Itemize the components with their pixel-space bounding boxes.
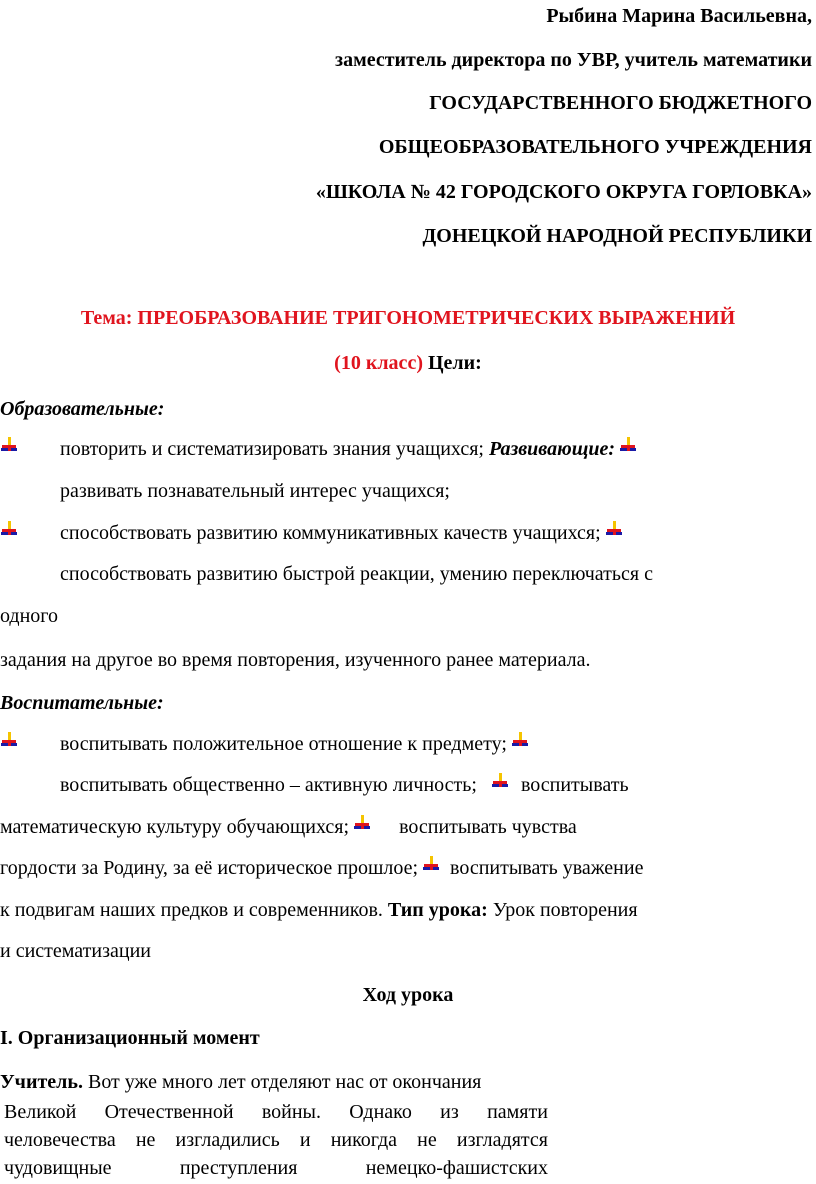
upbringing-item-5b: к подвигам наших предков и современников. [0, 899, 383, 921]
educational-item-4a: способствовать развитию быстрой реакции, умению переключаться с [60, 563, 653, 585]
upbringing-item-3 [0, 815, 577, 839]
upbringing-heading: Воспитательные: [0, 692, 164, 714]
author-name: Рыбина Марина Васильевна, [546, 5, 812, 27]
word: Великой [4, 1101, 77, 1123]
upbringing-item-4a: воспитывать чувства [399, 816, 577, 838]
upbringing-item-2 [60, 773, 629, 797]
educational-item-4b: одного [0, 605, 59, 627]
educational-item-3-label: способствовать развитию коммуникативных качеств учащихся; [60, 522, 601, 544]
word: немецко-фашистских [365, 1157, 548, 1179]
educational-item-3-marker [0, 521, 24, 545]
upbringing-item-1-label: воспитывать положительное отношение к предмету; [60, 733, 507, 755]
paragraph-line-3 [4, 1128, 548, 1152]
lesson-type-label: Тип урока: [387, 899, 488, 921]
word: Однако [349, 1101, 412, 1123]
topic-grade-line [0, 351, 816, 375]
word: чудовищные [4, 1157, 112, 1179]
educational-item-1 [0, 437, 24, 461]
upbringing-item-3b: математическую культуру обучающихся; [0, 816, 350, 838]
lesson-type-value-cont: и систематизации [0, 940, 151, 962]
paragraph-line-4 [4, 1156, 548, 1180]
org-line-3: «ШКОЛА № 42 ГОРОДСКОГО ОКРУГА ГОРЛОВКА» [315, 181, 812, 203]
bullet-marker-icon [353, 815, 371, 835]
topic-grade: (10 класс) [334, 352, 423, 374]
educational-item-3 [60, 521, 629, 545]
bullet-marker-icon [491, 773, 509, 793]
org-line-1: ГОСУДАРСТВЕННОГО БЮДЖЕТНОГО [429, 92, 812, 114]
lesson-type-value: Урок повторения [492, 899, 638, 921]
word: не [135, 1129, 156, 1151]
bullet-marker-icon [511, 732, 529, 752]
upbringing-item-1-marker [0, 732, 24, 756]
author-position: заместитель директора по УВР, учитель математики [335, 49, 812, 71]
goals-label: Цели: [427, 352, 482, 374]
educational-item-4c: задания на другое во время повторения, изученного ранее материала. [0, 649, 591, 671]
word: никогда [330, 1129, 398, 1151]
educational-heading: Образовательные: [0, 398, 165, 420]
bullet-marker-icon [0, 437, 18, 457]
org-line-4: ДОНЕЦКОЙ НАРОДНОЙ РЕСПУБЛИКИ [422, 225, 812, 247]
upbringing-item-4b: гордости за Родину, за её историческое прошлое; [0, 857, 419, 879]
upbringing-item-1 [60, 732, 535, 756]
educational-item-1-text [60, 437, 643, 461]
bullet-marker-icon [619, 437, 637, 457]
educational-item-2: развивать познавательный интерес учащихся; [60, 480, 450, 502]
upbringing-item-5a: воспитывать уважение [450, 857, 644, 879]
paragraph-line-1-text: Вот уже много лет отделяют нас от окончания [87, 1071, 482, 1093]
upbringing-item-3a: воспитывать [520, 774, 629, 796]
lesson-heading: Ход урока [362, 984, 454, 1006]
word: и [299, 1129, 311, 1151]
section-heading-1: I. Организационный момент [0, 1027, 260, 1049]
word: изгладятся [456, 1129, 548, 1151]
upbringing-item-5 [0, 898, 638, 922]
bullet-marker-icon [422, 856, 440, 876]
word: из [440, 1101, 459, 1123]
word: Отечественной [104, 1101, 234, 1123]
word: памяти [487, 1101, 548, 1123]
paragraph-line-1 [0, 1070, 481, 1094]
org-line-2: ОБЩЕОБРАЗОВАТЕЛЬНОГО УЧРЕЖДЕНИЯ [378, 136, 812, 158]
upbringing-item-2-label: воспитывать общественно – активную личность; [60, 774, 477, 796]
bullet-marker-icon [0, 521, 18, 541]
word: не [417, 1129, 437, 1151]
teacher-label: Учитель. [0, 1071, 83, 1093]
word: изгладились [175, 1129, 280, 1151]
word: преступления [179, 1157, 298, 1179]
developing-heading: Развивающие: [488, 438, 616, 460]
word: человечества [4, 1129, 116, 1151]
educational-item-1-label: повторить и систематизировать знания учащихся; [60, 438, 484, 460]
bullet-marker-icon [605, 521, 623, 541]
topic-title: Тема: ПРЕОБРАЗОВАНИЕ ТРИГОНОМЕТРИЧЕСКИХ ВЫРАЖЕНИЙ [80, 307, 736, 329]
paragraph-line-2 [4, 1100, 548, 1124]
upbringing-item-4 [0, 856, 643, 880]
word: войны. [261, 1101, 321, 1123]
bullet-marker-icon [0, 732, 18, 752]
